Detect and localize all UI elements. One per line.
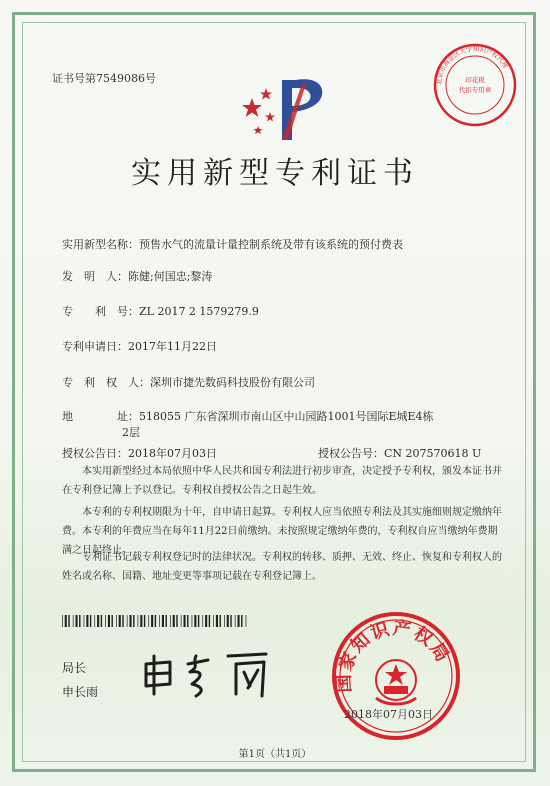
utility-name-label: 实用新型名称：	[62, 238, 139, 251]
tax-stamp-icon	[432, 42, 518, 128]
row-inventor	[62, 268, 212, 284]
paragraph-3: 专利证书记载专利权登记时的法律状况。专利权的转移、质押、无效、终止、恢复和专利权人的姓名或名称、国籍、地址变更等事项记载在专利登记簿上。	[62, 552, 502, 582]
barcode-bar	[220, 615, 221, 627]
grant-number-label: 授权公告号：	[318, 447, 384, 460]
barcode-bar	[148, 615, 149, 627]
barcode-bar	[181, 615, 182, 627]
certificate-number: 证书号第7549086号	[52, 72, 156, 85]
barcode-bar	[127, 615, 128, 627]
official-seal-icon	[330, 610, 462, 742]
address-label: 地 址：	[62, 410, 139, 423]
paragraph-1: 本实用新型经过本局依照中华人民共和国专利法进行初步审查，决定授予专利权，颁发本证书并在专利登记簿上予以登记。专利权自授权公告之日起生效。	[62, 466, 502, 496]
barcode-bar	[73, 615, 74, 627]
barcode-bar	[105, 615, 106, 627]
certificate-title: 实用新型专利证书	[131, 156, 419, 191]
patent-number-value: ZL 2017 2 1579279.9	[139, 305, 259, 318]
barcode-bar	[130, 615, 132, 627]
barcode-bar	[138, 615, 139, 627]
svg-text:印花税: 印花税	[465, 76, 485, 84]
barcode-icon	[62, 615, 250, 627]
grant-date-label: 授权公告日：	[62, 447, 128, 460]
barcode-bar	[76, 615, 78, 627]
barcode-bar	[155, 615, 156, 627]
filing-date-label: 专利申请日：	[62, 340, 128, 353]
barcode-bar	[68, 615, 69, 627]
barcode-bar	[159, 615, 160, 627]
seal-top-ring-text: 北京市海淀区大学知识产权代理	[434, 44, 510, 86]
barcode-bar	[97, 615, 99, 627]
barcode-bar	[65, 615, 67, 627]
inventor-label: 发 明 人：	[62, 270, 128, 283]
barcode-bar	[122, 615, 123, 627]
barcode-bar	[166, 615, 167, 627]
barcode-bar	[162, 615, 164, 627]
row-filing-date	[62, 338, 217, 354]
barcode-bar	[86, 615, 88, 627]
barcode-bar	[101, 615, 102, 627]
barcode-bar	[112, 615, 113, 627]
seal-date: 2018年07月03日	[344, 708, 433, 721]
grant-date-value: 2018年07月03日	[128, 447, 217, 460]
barcode-bar	[198, 615, 199, 627]
address-value-line2: 2层	[122, 426, 140, 439]
barcode-bar	[170, 615, 171, 627]
row-patent-number	[62, 303, 259, 319]
barcode-bar	[62, 615, 63, 627]
row-grant-number	[318, 445, 481, 461]
director-title: 局长	[62, 661, 87, 675]
address-value-line1: 518055 广东省深圳市南山区中山园路1001号国际E城E4栋	[139, 410, 434, 423]
inventor-value: 陈健;何国忠;黎涛	[128, 270, 213, 283]
row-patentee	[62, 374, 315, 390]
barcode-bar	[116, 615, 117, 627]
grant-number-value: CN 207570618 U	[384, 447, 482, 460]
patent-number-label: 专 利 号：	[62, 305, 139, 318]
barcode-bar	[238, 615, 240, 627]
barcode-bar	[79, 615, 80, 627]
barcode-bar	[84, 615, 85, 627]
seal-ring-text: 国家知识产权局	[333, 617, 454, 693]
barcode-bar	[194, 615, 196, 627]
svg-text:代扣专用章: 代扣专用章	[458, 86, 492, 94]
barcode-bar	[205, 615, 207, 627]
handwritten-signature-icon	[140, 646, 290, 706]
director-name: 申长雨	[62, 685, 99, 699]
barcode-bar	[235, 615, 236, 627]
barcode-bar	[90, 615, 91, 627]
barcode-bar	[140, 615, 142, 627]
barcode-bar	[151, 615, 153, 627]
cnipa-logo-icon	[236, 74, 332, 144]
barcode-bar	[227, 615, 229, 627]
barcode-bar	[202, 615, 203, 627]
filing-date-value: 2017年11月22日	[128, 340, 217, 353]
barcode-bar	[119, 615, 121, 627]
barcode-bar	[173, 615, 175, 627]
barcode-bar	[184, 615, 186, 627]
patentee-label: 专 利 权 人：	[62, 376, 150, 389]
barcode-bar	[213, 615, 214, 627]
barcode-bar	[192, 615, 193, 627]
barcode-bar	[209, 615, 210, 627]
barcode-bar	[246, 615, 247, 627]
utility-name-value: 预售水气的流量计量控制系统及带有该系统的预付费表	[139, 238, 403, 251]
barcode-bar	[187, 615, 188, 627]
row-address	[62, 408, 434, 424]
barcode-bar	[94, 615, 95, 627]
barcode-bar	[216, 615, 218, 627]
row-grant-date	[62, 445, 217, 461]
barcode-bar	[176, 615, 177, 627]
barcode-bar	[230, 615, 231, 627]
barcode-bar	[241, 615, 242, 627]
row-utility-name	[62, 236, 403, 252]
barcode-bar	[133, 615, 134, 627]
barcode-bar	[108, 615, 110, 627]
barcode-bar	[144, 615, 145, 627]
patentee-value: 深圳市捷先数码科技股份有限公司	[150, 376, 315, 389]
page-footer: 第1页（共1页）	[238, 749, 312, 760]
barcode-bar	[224, 615, 225, 627]
paragraph-2: 本专利的专利权期限为十年，自申请日起算。专利权人应当依照专利法及其实施细则规定缴纳年费。本专利的年费应当在每年11月22日前缴纳。未按照规定缴纳年费的，专利权自应当缴纳年费期满之日起终止。	[62, 507, 502, 556]
